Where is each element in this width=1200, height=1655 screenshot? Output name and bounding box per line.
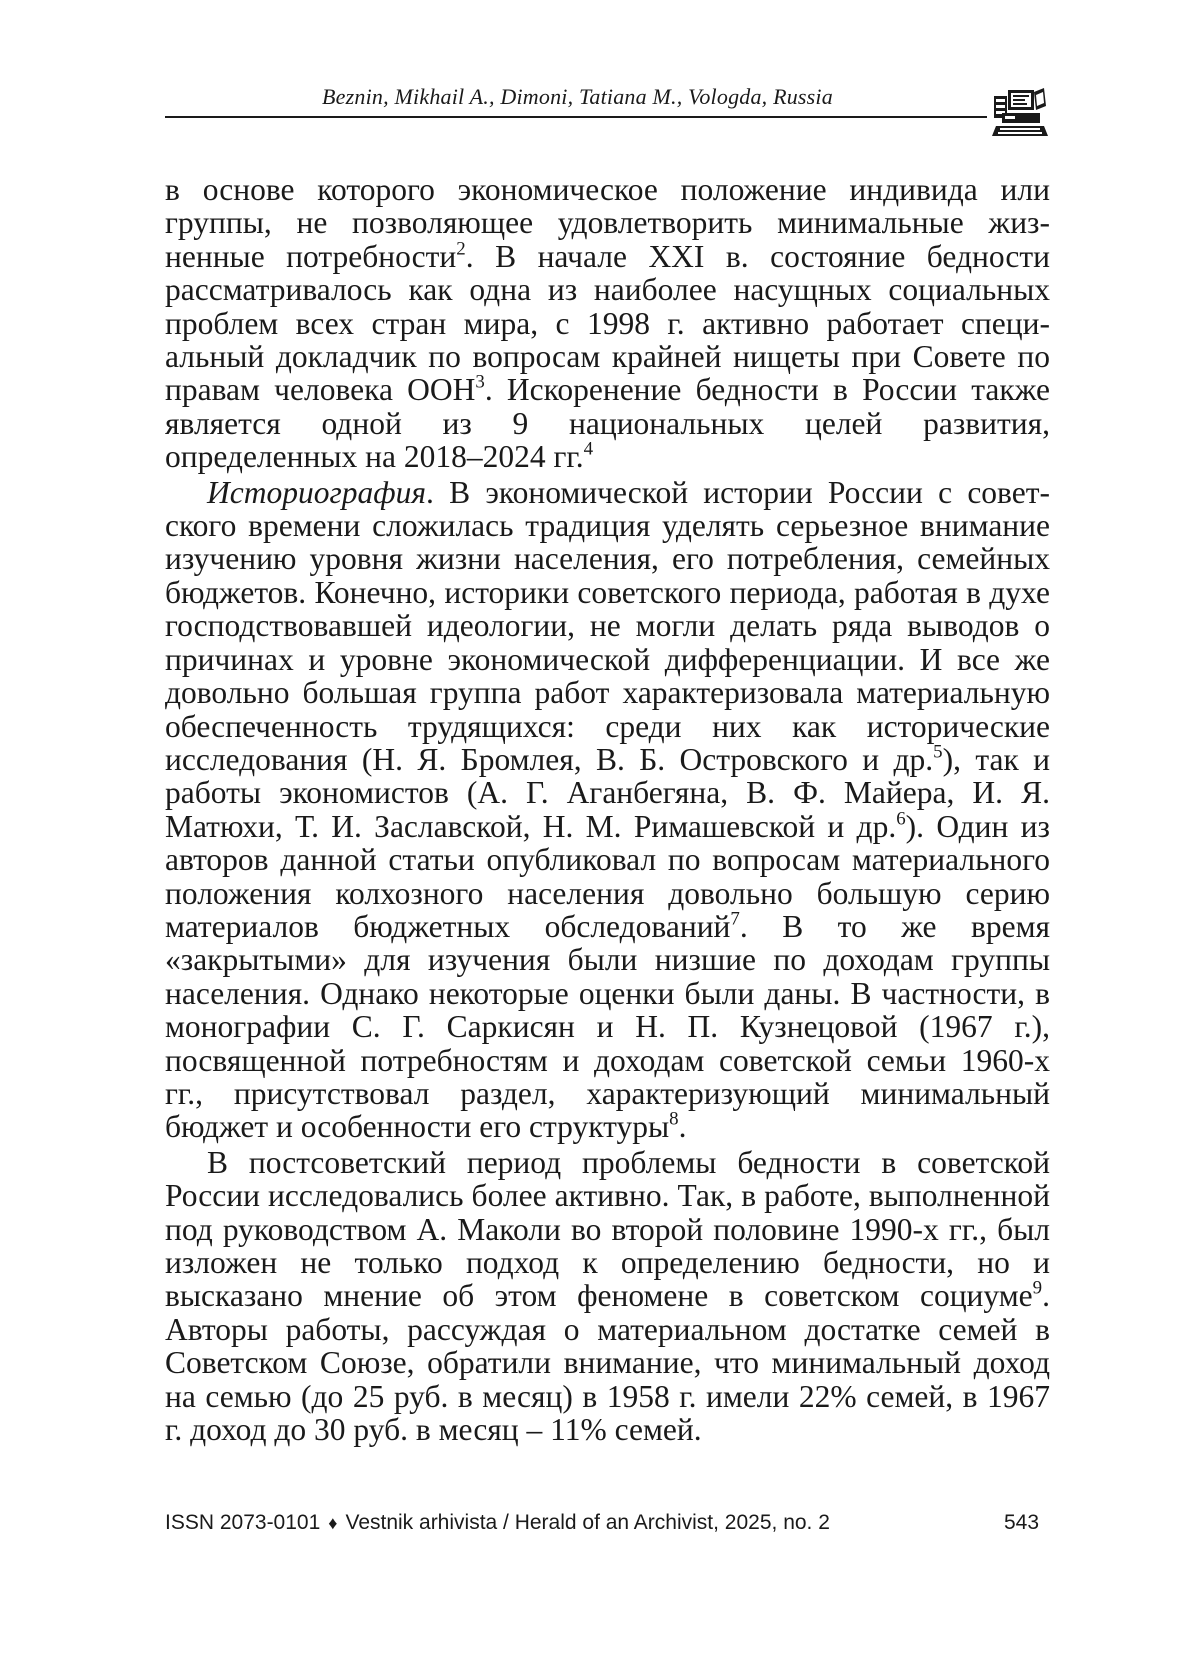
archive-computer-icon [990, 86, 1050, 142]
page-number: 543 [1004, 1511, 1040, 1534]
journal-citation: Vestnik arhivista / Herald of an Archivist, 2025, no. 2 [345, 1511, 830, 1534]
text-run: . Авторы работы, рассуждая о материальном достатке семей в Советском Союзе, обратили внимание, что минимальный доход на семью (до 25 руб. в месяц) в 1958 г. имели 22% семей, в 1967 г. доход до 30 руб. в месяц – 11% семей. [165, 1278, 1050, 1448]
footnote-ref: 9 [1032, 1278, 1043, 1300]
paragraph-1 [165, 173, 1050, 474]
paragraph-3 [165, 1146, 1050, 1447]
paragraph-lead: Историография [207, 474, 427, 510]
text-run: . Искоренение бедности в России также является одной из 9 национальных целей развития, определенных на 2018–2024 гг. [165, 372, 1050, 475]
diamond-separator-icon: ♦ [328, 1513, 338, 1533]
issn: ISSN 2073-0101 [165, 1511, 321, 1534]
footnote-ref: 3 [475, 372, 485, 394]
footnote-ref: 4 [583, 438, 594, 460]
text-run: в основе которого экономическое положение индивида или группы, не позволяющее удовлетворить минимальные жизненные потребности [165, 172, 1050, 274]
text-run: В постсоветский период проблемы бедности в советской России исследовались более активно. Так, в работе, выполненной под руководством А. Маколи во второй половине 1990-х гг., был изложен не только подход к определению бедности, но и высказано мнение об этом феномене в советском социуме [165, 1144, 1050, 1314]
footnote-ref: 5 [933, 741, 943, 763]
running-head: Beznin, Mikhail A., Dimoni, Tatiana M., Vologda, Russia [322, 84, 833, 109]
text-run: . В то же время «закрытыми» для изучения были низшие по доходам группы населения. Однако некоторые оценки были даны. В частности, в монографии С. Г. Саркисян и Н. П. Кузнецовой (1967 г.), посвященной потребностям и доходам советской семьи 1960-х гг., присутствовал раздел, характеризующий минимальный бюджет и особенности его структуры [165, 908, 1050, 1145]
text-run: ). Один из авторов данной статьи опубликовал по вопросам материального положения колхозного населения довольно большую серию материалов бюджетных обследований [165, 808, 1050, 944]
footnote-ref: 2 [456, 238, 466, 260]
text-run: . В начале XXI в. состояние бедности рассматривалось как одна из наиболее насущных социальных проблем всех стран мира, с 1998 г. активно работает специальный докладчик по вопросам крайней нищеты при Совете по правам человека ООН [165, 238, 1050, 408]
article-body [165, 173, 1050, 1446]
header-rule [165, 116, 987, 118]
footnote-ref: 6 [896, 808, 906, 830]
text-run: . [678, 1109, 687, 1145]
text-run: . В экономической истории России с советского времени сложилась традиция уделять серьезное внимание изучению уровня жизни населения, его потребления, семейных бюджетов. Конечно, историки советского периода, работая в духе господствовавшей идеологии, не могли делать ряда выводов о причинах и уровне экономической дифференциации. И все же довольно большая группа работ характеризовала материальную обеспеченность трудящихся: среди них как исторические исследования (Н. Я. Бромлея, В. Б. Островского и др. [165, 474, 1050, 777]
text-run: ), так и работы экономистов (А. Г. Аганбегяна, В. Ф. Майера, И. Я. Матюхи, Т. И. Заславской, Н. М. Римашевской и др. [165, 741, 1050, 844]
paragraph-2 [165, 476, 1050, 1144]
footnote-ref: 7 [730, 908, 740, 930]
footnote-ref: 8 [669, 1109, 679, 1131]
journal-footer [165, 1510, 830, 1536]
